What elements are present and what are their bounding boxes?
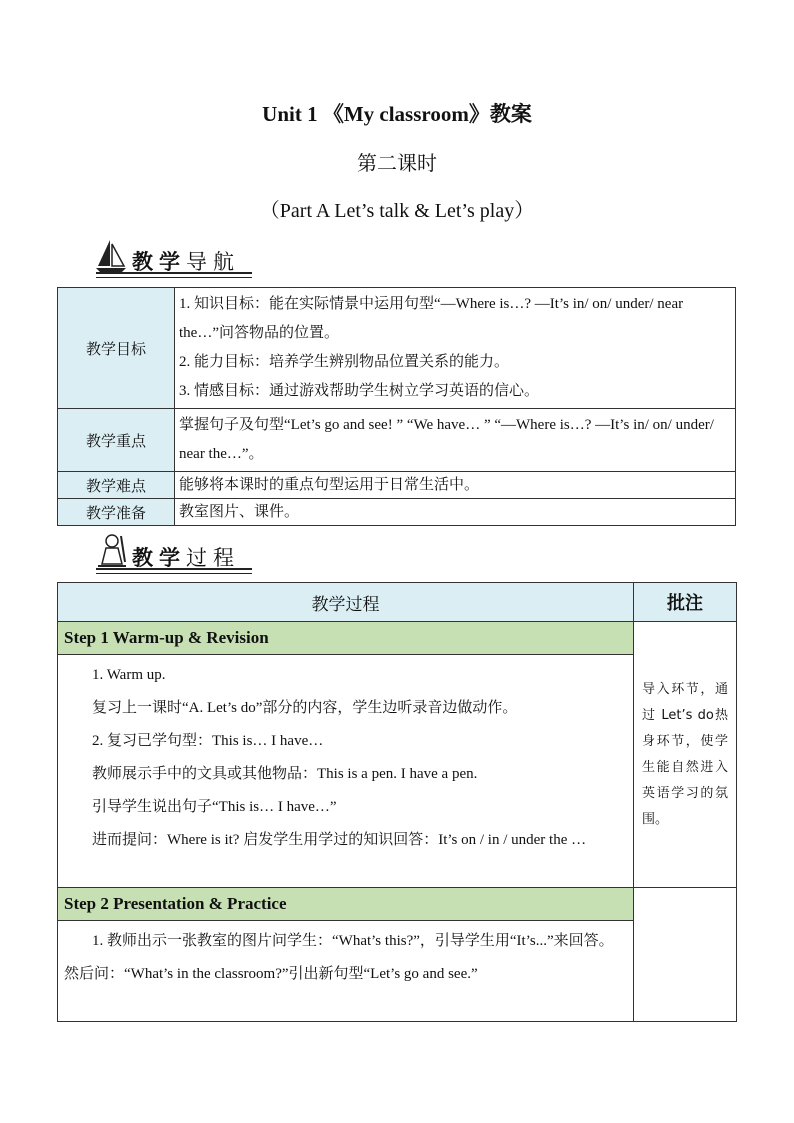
key-content: 掌握句子及句型“Let’s go and see! ” “We have… ” “—Where is…? —It’s in/ on/ under/ near the…”。 [175, 409, 736, 472]
key-row [58, 409, 736, 472]
step1-title-row [58, 622, 737, 655]
process-header-row [58, 583, 737, 622]
part-subtitle: （Part A Let’s talk & Let’s play） [259, 200, 535, 222]
step1-title: Step 1 Warm-up & Revision [58, 622, 634, 655]
step2-title-row [58, 888, 737, 921]
step2-note [634, 888, 737, 1022]
heading-char: 学 [159, 546, 186, 570]
step1-line: 2. 复习已学句型：This is… I have… [92, 733, 324, 749]
step1-line: 复习上一课时“A. Let’s do”部分的内容，学生边听录音边做动作。 [92, 700, 518, 716]
step1-line: 引导学生说出句子“This is… I have…” [92, 799, 337, 815]
goal-item: 2. 能力目标：培养学生辨别物品位置关系的能力。 [179, 354, 510, 370]
teaching-guide-heading [92, 236, 262, 282]
objectives-table [57, 287, 736, 526]
difficult-content: 能够将本课时的重点句型运用于日常生活中。 [175, 472, 736, 499]
goal-item: 3. 情感目标：通过游戏帮助学生树立学习英语的信心。 [179, 383, 540, 399]
goals-row [58, 288, 736, 409]
prep-label: 教学准备 [58, 499, 175, 526]
heading-char: 导 [186, 250, 213, 274]
difficult-label: 教学难点 [58, 472, 175, 499]
sailboat-icon [94, 236, 130, 276]
process-table [57, 582, 737, 1022]
pencil-figure-icon [94, 532, 130, 572]
heading-char: 航 [213, 250, 240, 274]
goals-content [175, 288, 736, 409]
heading-char: 教 [132, 546, 159, 570]
heading-char: 教 [132, 250, 159, 274]
step1-line: 1. Warm up. [92, 667, 166, 683]
step1-line: 教师展示手中的文具或其他物品：This is a pen. I have a pen. [92, 766, 478, 782]
step2-title: Step 2 Presentation & Practice [58, 888, 634, 921]
lesson-subtitle: 第二课时 [357, 153, 437, 175]
prep-content: 教室图片、课件。 [175, 499, 736, 526]
prep-row [58, 499, 736, 526]
notes-column-header: 批注 [634, 583, 737, 622]
key-label: 教学重点 [58, 409, 175, 472]
heading-char: 过 [186, 546, 213, 570]
heading-char: 学 [159, 250, 186, 274]
step1-note: 导入环节，通过 Let’s do热身环节，使学生能自然进入英语学习的氛围。 [634, 622, 737, 888]
step2-paragraph: 1. 教师出示一张教室的图片问学生：“What’s this?”，引导学生用“It’s...”来回答。然后问：“What’s in the classroom?”引出新句型“Let’s go and see.” [64, 933, 614, 982]
process-column-header: 教学过程 [58, 583, 634, 622]
step1-line: 进而提问：Where is it? 启发学生用学过的知识回答：It’s on / in / under the … [92, 832, 587, 848]
teaching-process-heading [92, 532, 262, 578]
step2-body [58, 921, 634, 1022]
goal-item: 1. 知识目标：能在实际情景中运用句型“—Where is…? —It’s in/ on/ under/ near the…”问答物品的位置。 [179, 296, 684, 341]
heading-char: 程 [213, 546, 240, 570]
difficult-row [58, 472, 736, 499]
goals-label: 教学目标 [58, 288, 175, 409]
doc-title: Unit 1 《My classroom》教案 [262, 102, 532, 126]
heading-underline [96, 272, 252, 278]
heading-underline [96, 568, 252, 574]
step1-body [58, 655, 634, 888]
